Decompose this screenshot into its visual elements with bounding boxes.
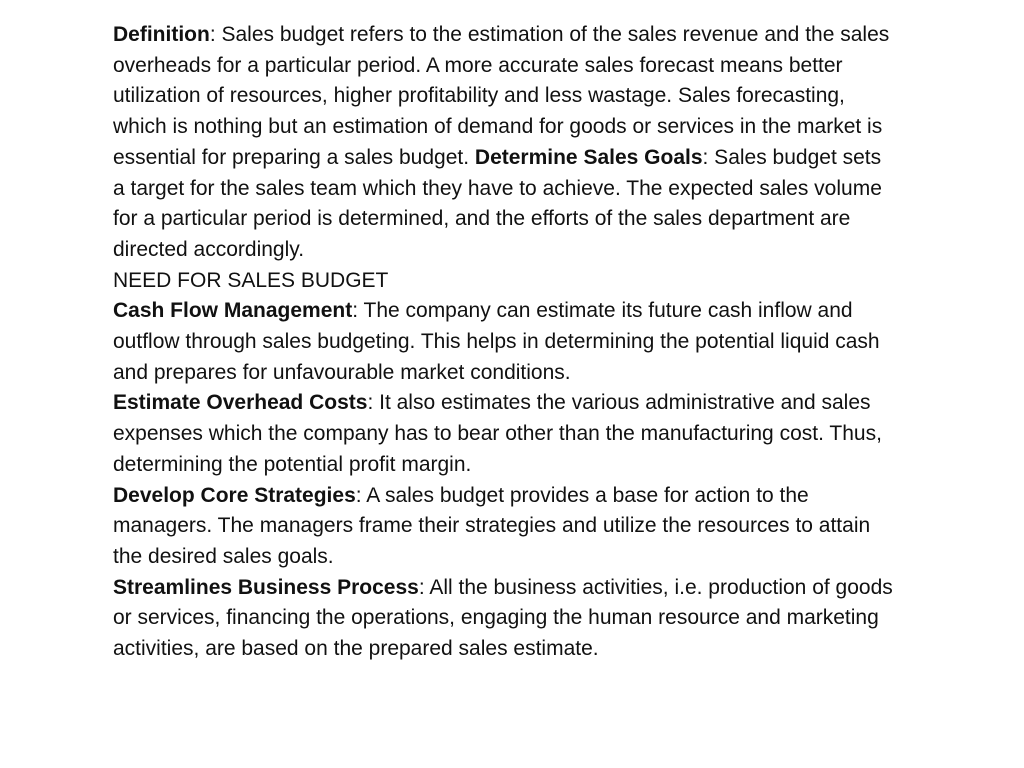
- list-item-cash-flow: [113, 296, 893, 388]
- item-term: Cash Flow Management: [113, 299, 353, 323]
- intro-paragraph: [113, 20, 893, 266]
- item-text: : The company can estimate its future cash inflow and outflow through sales budgeting. This helps in determining the potential liquid cash and prepares for unfavourable market conditions.: [113, 299, 880, 384]
- item-term: Estimate Overhead Costs: [113, 391, 368, 415]
- item-text: : A sales budget provides a base for action to the managers. The managers frame their strategies and utilize the resources to attain the desired sales goals.: [113, 483, 871, 568]
- list-item-overhead-costs: [113, 388, 893, 480]
- definition-text: : Sales budget refers to the estimation of the sales revenue and the sales overheads for a particular period. A more accurate sales forecast means better utilization of resources, higher profitability and less wastage. Sales forecasting, which is nothing but an estimation of demand for goods or services in the market is essential for preparing a sales budget.: [113, 23, 890, 169]
- item-term: Streamlines Business Process: [113, 575, 419, 599]
- document-body: [113, 20, 893, 665]
- section-heading: NEED FOR SALES BUDGET: [113, 268, 389, 292]
- item-text: : It also estimates the various administrative and sales expenses which the company has to bear other than the manufacturing cost. Thus, determining the potential profit margin.: [113, 391, 882, 476]
- list-item-business-process: [113, 573, 893, 665]
- sales-goals-term: Determine Sales Goals: [474, 145, 703, 169]
- definition-term: Definition: [113, 23, 210, 46]
- item-term: Develop Core Strategies: [113, 483, 356, 507]
- list-item-core-strategies: [113, 481, 893, 573]
- item-text: : All the business activities, i.e. production of goods or services, financing the operations, engaging the human resource and marketing activities, are based on the prepared sales estimate.: [113, 575, 893, 661]
- sales-goals-text: : Sales budget sets a target for the sales team which they have to achieve. The expected sales volume for a particular period is determined, and the efforts of the sales department are directed accordingly.: [113, 145, 882, 261]
